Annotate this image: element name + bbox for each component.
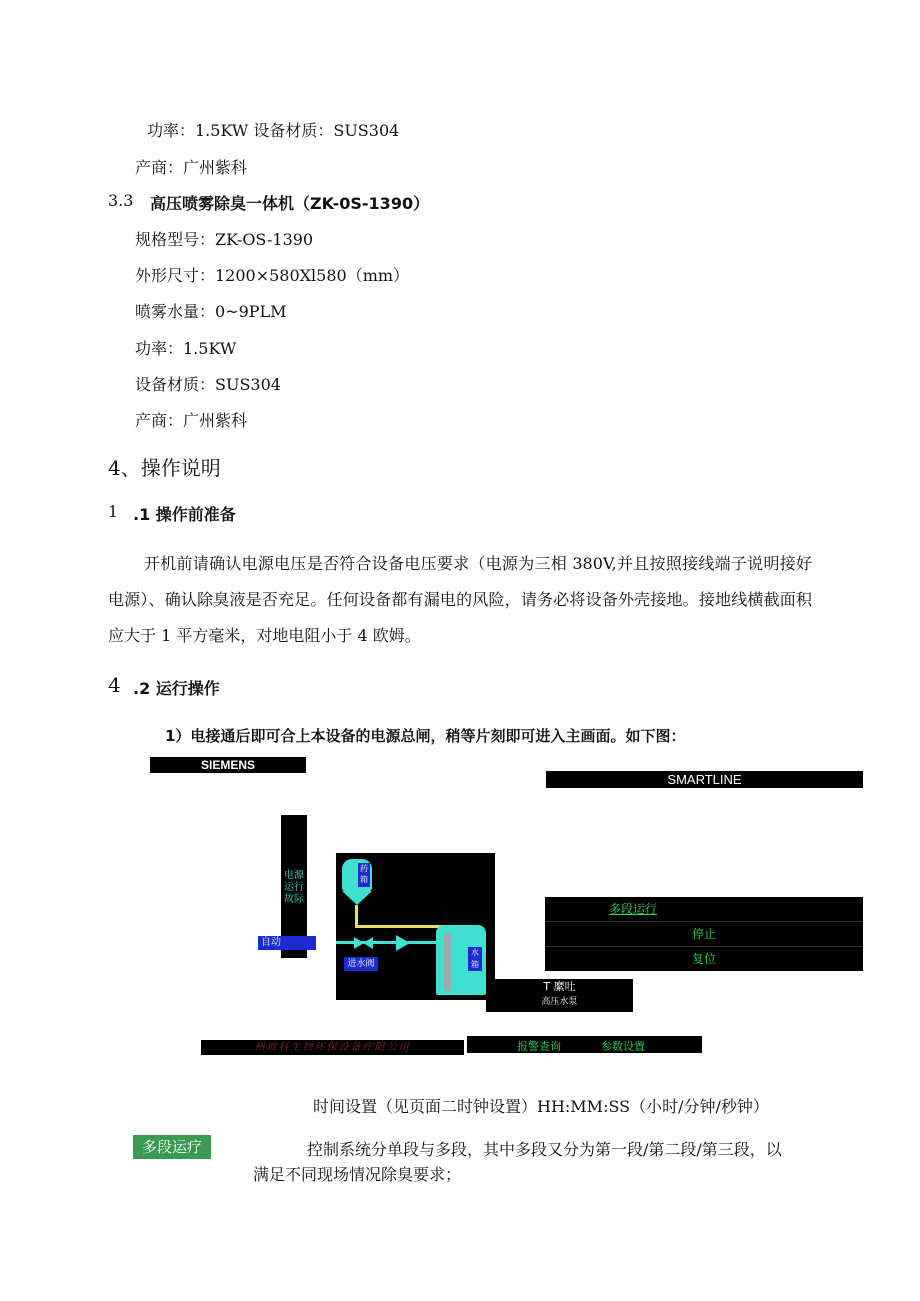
auto-button[interactable]: 自动	[258, 936, 316, 950]
param-setting-button[interactable]: 参数设置	[601, 1040, 645, 1053]
spec-spray: 喷雾水量：0~9PLM	[135, 302, 287, 321]
section-4-1-body: 开机前请确认电源电压是否符合设备电压要求（电源为三相 380V,并且按照接线端子说明接好电源）、确认除臭液是否充足。任何设备都有漏电的风险，请务必将设备外壳接地。接地线横截面积应大于 1 平方毫米，对地电阻小于 4 欧姆。	[108, 554, 812, 645]
pump-box	[486, 979, 633, 1012]
multi-run-button[interactable]: 多段运行	[545, 897, 863, 922]
process-panel	[336, 853, 495, 1000]
bottom-buttons	[467, 1036, 702, 1053]
right-tank-label: 水箱	[468, 947, 482, 971]
spec-model: 规格型号：ZK-OS-1390	[135, 230, 314, 249]
reset-button[interactable]: 复位	[545, 947, 863, 971]
section-title	[150, 191, 429, 214]
spec-maker-2: 产商：广州紫科	[135, 411, 248, 430]
section-4-1-title: .1 操作前准备	[133, 505, 236, 524]
pipe-inlet	[336, 941, 438, 944]
siemens-bar: SIEMENS	[150, 757, 306, 773]
top-tank-cone	[342, 891, 372, 905]
tank-gauge	[444, 933, 451, 991]
valve-icon-2	[363, 937, 373, 949]
multi-desc-1: 控制系统分单段与多段，其中多段又分为第一段/第二段/第三段，以	[307, 1140, 782, 1159]
step-1: 1）电接通后即可合上本设备的电源总闸，稍等片刻即可进入主画面。如下图：	[165, 727, 686, 745]
spec-power: 功率：1.5KW	[135, 339, 237, 358]
smartline-bar: SMARTLINE	[546, 771, 863, 788]
spec-power-material: 功率：1.5KW 设备材质：SUS304	[147, 121, 400, 140]
section-title-text: 高压喷雾除臭一体机（ZK-0S-1390）	[150, 194, 430, 213]
spec-maker: 产商：广州紫科	[135, 158, 248, 177]
pump-title: T 縻吐	[543, 980, 576, 993]
spec-material: 设备材质：SUS304	[135, 375, 281, 394]
alarm-query-button[interactable]: 报警查询	[517, 1040, 561, 1053]
pipe-top	[355, 925, 450, 928]
section-4-2-number: 4	[108, 673, 121, 697]
stop-button[interactable]: 停止	[545, 922, 863, 947]
spec-size: 外形尺寸：1200×580Xl580（mm）	[135, 266, 410, 285]
company-bar: 州坡科生物环保设备疔限公司	[201, 1040, 464, 1055]
pump-arrow-icon	[396, 935, 410, 951]
pipe-vertical	[355, 905, 358, 927]
pump-label: 高压水泵	[541, 997, 578, 1007]
section-4-2-title: .2 运行操作	[133, 679, 220, 698]
section-number: 3.3	[108, 191, 134, 210]
valve-label: 进水阀	[344, 957, 378, 971]
section-4-1-number: 1	[108, 502, 119, 521]
top-tank-label: 药箱	[358, 863, 370, 887]
multi-run-badge: 多段运疗	[133, 1135, 211, 1159]
multi-desc-2: 满足不同现场情况除臭要求；	[253, 1165, 462, 1184]
status-label: 电源运行故际	[284, 870, 304, 905]
control-panel	[545, 897, 863, 969]
time-setting: 时间设置（见页面二时钟设置）HH:MM:SS（小时/分钟/秒钟）	[313, 1097, 769, 1116]
section-4-title: 4、操作说明	[108, 456, 221, 480]
